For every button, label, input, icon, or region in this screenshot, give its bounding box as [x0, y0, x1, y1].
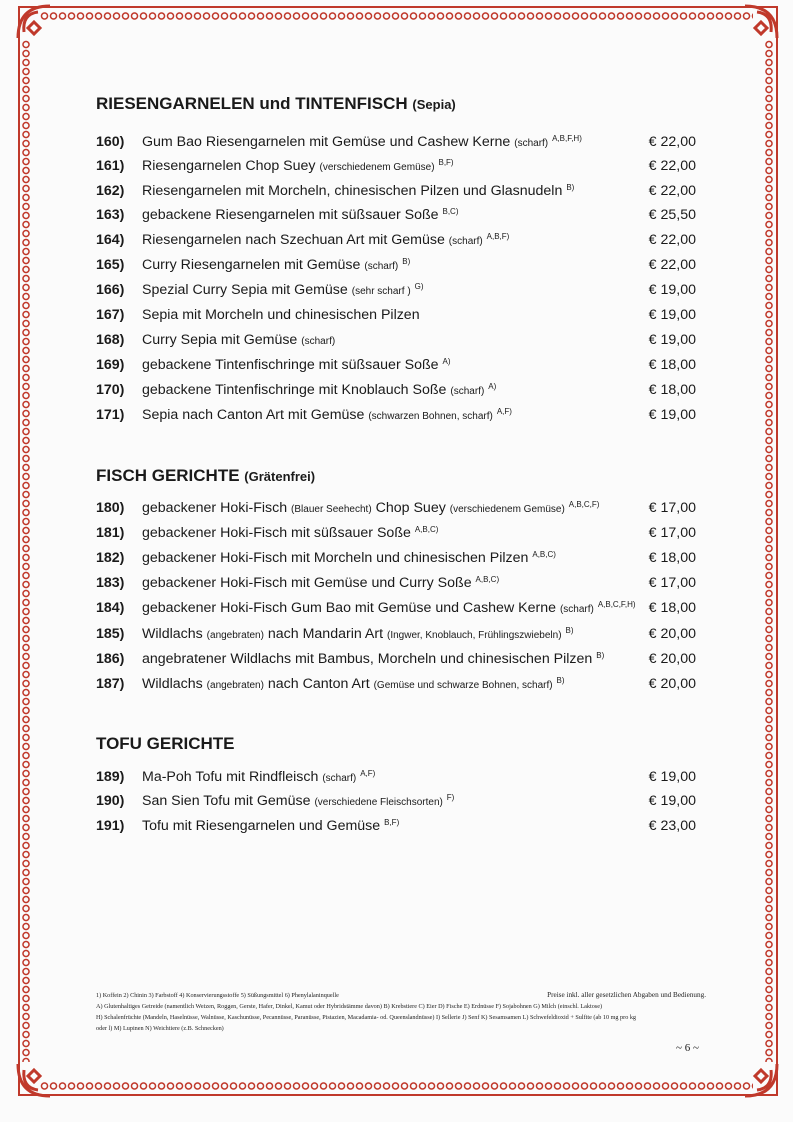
item-name: gebackene Tintenfischringe mit süßsauer Soße: [142, 357, 439, 373]
item-name: gebackene Riesengarnelen mit süßsauer Soße: [142, 207, 439, 223]
menu-item: [96, 550, 706, 570]
item-name: gebackener Hoki-Fisch mit süßsauer Soße: [142, 525, 411, 541]
item-allergens: B): [565, 626, 574, 635]
item-price: € 18,00: [648, 550, 696, 566]
item-name-continued: nach Mandarin Art: [267, 626, 384, 642]
menu-item: [96, 525, 706, 545]
item-name: Ma-Poh Tofu mit Rindfleisch: [142, 769, 319, 785]
corner-ornament-icon: [741, 1060, 781, 1100]
item-number: 168): [96, 332, 125, 348]
item-price: € 18,00: [648, 357, 696, 373]
item-number: 180): [96, 500, 125, 516]
menu-item: [96, 232, 706, 252]
item-allergens: A,F): [496, 407, 512, 416]
item-number: 190): [96, 793, 125, 809]
item-allergens: B,F): [438, 158, 454, 167]
item-description: [142, 307, 420, 323]
item-number: 165): [96, 257, 125, 273]
item-allergens: A): [442, 357, 451, 366]
item-name: gebackener Hoki-Fisch Gum Bao mit Gemüse und Cashew Kerne: [142, 600, 556, 616]
item-note: (angebraten): [206, 680, 264, 691]
item-description: [142, 769, 375, 785]
menu-item: [96, 382, 706, 402]
item-number: 181): [96, 525, 125, 541]
item-name: Spezial Curry Sepia mit Gemüse: [142, 282, 348, 298]
item-description: [142, 500, 599, 516]
item-description: [142, 525, 438, 541]
item-allergens: B,F): [384, 818, 400, 827]
item-name-continued: nach Canton Art: [267, 676, 370, 692]
page-number: ~ 6 ~: [676, 1042, 699, 1054]
item-name: Wildlachs: [142, 626, 203, 642]
menu-item: [96, 651, 706, 671]
item-number: 191): [96, 818, 125, 834]
corner-ornament-icon: [741, 2, 781, 42]
item-number: 182): [96, 550, 125, 566]
item-price: € 18,00: [648, 382, 696, 398]
item-number: 184): [96, 600, 125, 616]
border-chain-top: [40, 12, 753, 20]
item-number: 183): [96, 575, 125, 591]
border-chain-left: [22, 40, 30, 1062]
item-number: 162): [96, 183, 125, 199]
menu-item: [96, 500, 706, 520]
item-allergens: B): [402, 257, 411, 266]
item-name: gebackener Hoki-Fisch mit Gemüse und Curry Soße: [142, 575, 472, 591]
item-description: [142, 257, 410, 273]
border-chain-right: [765, 40, 773, 1062]
item-note-continued: (Gemüse und schwarze Bohnen, scharf): [373, 680, 553, 691]
item-name: Curry Riesengarnelen mit Gemüse: [142, 257, 361, 273]
item-allergens: B): [596, 651, 605, 660]
section-title-text: TOFU GERICHTE: [96, 734, 235, 753]
menu-item: [96, 134, 706, 154]
menu-item: [96, 676, 706, 696]
item-allergens: A,B,C): [475, 575, 500, 584]
item-number: 170): [96, 382, 125, 398]
item-allergens: F): [446, 793, 455, 802]
item-description: [142, 550, 556, 566]
item-allergens: A,B,C,F,H): [597, 600, 636, 609]
item-description: [142, 382, 496, 398]
item-description: [142, 357, 450, 373]
corner-ornament-icon: [14, 2, 54, 42]
item-price: € 22,00: [648, 257, 696, 273]
item-number: 167): [96, 307, 125, 323]
item-description: [142, 207, 458, 223]
item-name: gebackene Tintenfischringe mit Knoblauch Soße: [142, 382, 447, 398]
item-number: 169): [96, 357, 125, 373]
section-title: [96, 734, 235, 754]
item-note: (scharf): [450, 386, 485, 397]
item-price: € 19,00: [648, 407, 696, 423]
item-allergens: A,F): [360, 769, 376, 778]
item-number: 171): [96, 407, 125, 423]
menu-item: [96, 600, 706, 620]
item-price: € 22,00: [648, 158, 696, 174]
item-description: [142, 818, 399, 834]
footer-allergens-a: A) Glutenhaltiges Getreide (namentlich Weizen, Roggen, Gerste, Hafer, Dinkel, Kamut oder Hybridstämme davon) B) Krebstiere C) Eier D) Fische E) Erdnüsse F) Sojabohnen G) Milch (einschl. Laktose): [96, 1003, 603, 1010]
menu-item: [96, 407, 706, 427]
item-allergens: A,B,C,F): [568, 500, 600, 509]
item-note: (schwarzen Bohnen, scharf): [368, 411, 493, 422]
item-number: 189): [96, 769, 125, 785]
corner-ornament-icon: [14, 1060, 54, 1100]
menu-item: [96, 357, 706, 377]
item-price: € 22,00: [648, 134, 696, 150]
item-note-continued: (Ingwer, Knoblauch, Frühlingszwiebeln): [387, 630, 562, 641]
menu-item: [96, 207, 706, 227]
item-note: (verschiedenem Gemüse): [319, 162, 435, 173]
item-price: € 19,00: [648, 282, 696, 298]
item-price: € 19,00: [648, 307, 696, 323]
section-title-text: FISCH GERICHTE: [96, 466, 240, 485]
item-name-continued: Chop Suey: [375, 500, 446, 516]
item-name: angebratener Wildlachs mit Bambus, Morcheln und chinesischen Pilzen: [142, 651, 593, 667]
item-allergens: A,B,C): [414, 525, 439, 534]
item-number: 160): [96, 134, 125, 150]
item-description: [142, 232, 509, 248]
item-number: 166): [96, 282, 125, 298]
menu-item: [96, 626, 706, 646]
item-note: (scharf): [322, 773, 357, 784]
item-allergens: A,B,F,H): [552, 134, 582, 143]
item-allergens: A,B,F): [486, 232, 510, 241]
footer-allergens-m: oder l) M) Lupinen N) Weichtiere (z.B. Schnecken): [96, 1025, 224, 1032]
menu-item: [96, 793, 706, 813]
footer-allergens-h: H) Schalenfrüchte (Mandeln, Haselnüsse, Walnüsse, Kaschunüsse, Pecannüsse, Paranüsse, Pistazien, Macadamia- od. Queenslandnüsse) I) Sellerie J) Senf K) Sesamsamen L) Schwefeldioxid + Sulfite (ab 10 mg pro kg: [96, 1014, 637, 1021]
item-description: [142, 600, 636, 616]
item-number: 164): [96, 232, 125, 248]
item-price: € 17,00: [648, 500, 696, 516]
item-name: San Sien Tofu mit Gemüse: [142, 793, 311, 809]
item-price: € 20,00: [648, 676, 696, 692]
item-note: (sehr scharf ): [351, 286, 411, 297]
menu-item: [96, 183, 706, 203]
item-description: [142, 626, 574, 642]
item-description: [142, 676, 565, 692]
menu-item: [96, 257, 706, 277]
item-price: € 19,00: [648, 769, 696, 785]
item-name: Riesengarnelen mit Morcheln, chinesischen Pilzen und Glasnudeln: [142, 183, 563, 199]
item-allergens: B,C): [442, 207, 459, 216]
item-name: Gum Bao Riesengarnelen mit Gemüse und Cashew Kerne: [142, 134, 511, 150]
item-note-continued: (verschiedenem Gemüse): [449, 504, 565, 515]
item-name: gebackener Hoki-Fisch mit Morcheln und chinesischen Pilzen: [142, 550, 529, 566]
item-name: Riesengarnelen nach Szechuan Art mit Gemüse: [142, 232, 445, 248]
item-description: [142, 651, 604, 667]
menu-item: [96, 332, 706, 352]
item-note: (scharf): [448, 236, 483, 247]
item-allergens: A,B,C): [532, 550, 556, 559]
item-name: Riesengarnelen Chop Suey: [142, 158, 316, 174]
item-note: (angebraten): [206, 630, 264, 641]
item-price: € 17,00: [648, 575, 696, 591]
item-number: 187): [96, 676, 125, 692]
item-price: € 22,00: [648, 183, 696, 199]
item-note: (verschiedene Fleischsorten): [314, 797, 443, 808]
item-description: [142, 282, 424, 298]
footer-allergen-legend: [96, 990, 706, 1034]
footer-price-note: Preise inkl. aller gesetzlichen Abgaben und Bedienung.: [547, 991, 706, 999]
menu-item: [96, 307, 706, 327]
item-name: Wildlachs: [142, 676, 203, 692]
section-title-text: RIESENGARNELEN und TINTENFISCH: [96, 94, 408, 113]
item-price: € 20,00: [648, 651, 696, 667]
section-title: [96, 466, 315, 486]
item-note: (scharf): [514, 138, 549, 149]
item-description: [142, 793, 454, 809]
item-description: [142, 575, 499, 591]
item-price: € 18,00: [648, 600, 696, 616]
item-description: [142, 183, 574, 199]
item-price: € 19,00: [648, 332, 696, 348]
item-number: 186): [96, 651, 125, 667]
section-title: [96, 94, 456, 114]
item-allergens: A): [488, 382, 497, 391]
item-name: Curry Sepia mit Gemüse: [142, 332, 298, 348]
item-name: Sepia mit Morcheln und chinesischen Pilzen: [142, 307, 420, 323]
item-price: € 20,00: [648, 626, 696, 642]
item-note: (scharf): [364, 261, 399, 272]
item-name: gebackener Hoki-Fisch: [142, 500, 288, 516]
menu-item: [96, 769, 706, 789]
item-note: (scharf): [559, 604, 594, 615]
item-note: (scharf): [301, 336, 336, 347]
footer-additives: 1) Koffein 2) Chinin 3) Farbstoff 4) Konservierungsstoffe 5) Süßungsmittel 6) Phenylalaninquelle: [96, 992, 339, 999]
section-subtitle: (Sepia): [412, 97, 456, 112]
item-price: € 17,00: [648, 525, 696, 541]
item-allergens: B): [566, 183, 575, 192]
item-number: 161): [96, 158, 125, 174]
menu-item: [96, 282, 706, 302]
item-price: € 19,00: [648, 793, 696, 809]
item-description: [142, 332, 335, 348]
item-description: [142, 407, 512, 423]
item-note: (Blauer Seehecht): [291, 504, 372, 515]
item-price: € 25,50: [648, 207, 696, 223]
item-allergens: G): [414, 282, 424, 291]
menu-item: [96, 575, 706, 595]
item-name: Tofu mit Riesengarnelen und Gemüse: [142, 818, 381, 834]
section-subtitle: (Grätenfrei): [244, 469, 316, 484]
item-number: 163): [96, 207, 125, 223]
item-price: € 23,00: [648, 818, 696, 834]
item-description: [142, 134, 582, 150]
border-chain-bottom: [40, 1082, 753, 1090]
item-name: Sepia nach Canton Art mit Gemüse: [142, 407, 365, 423]
item-description: [142, 158, 454, 174]
item-number: 185): [96, 626, 125, 642]
menu-item: [96, 818, 706, 838]
item-allergens: B): [556, 676, 565, 685]
menu-item: [96, 158, 706, 178]
item-price: € 22,00: [648, 232, 696, 248]
